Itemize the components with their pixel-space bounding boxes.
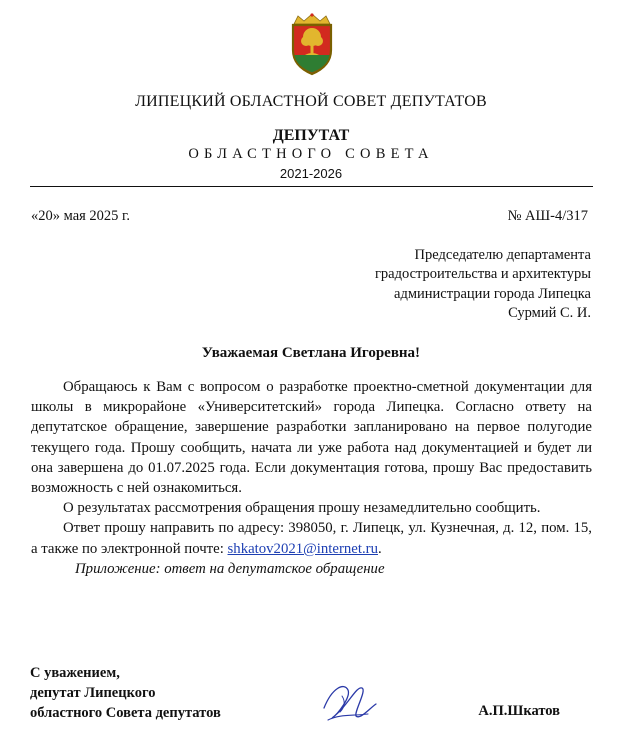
body-paragraph: Обращаюсь к Вам с вопросом о разработке проектно-сметной документации для школы в микрорайоне «Университетский» города Липецка. Согласно ответу на депутатское обращение, завершение разработки запланировано на первое полугодие текущего года. Прошу сообщить, начата ли уже работа над документацией и будет ли она завершена до 01.07.2025 года. Если документация готова, прошу Вас предоставить возможность с ней ознакомиться. (31, 379, 592, 497)
signer-name: А.П.Шкатов (478, 703, 560, 719)
body-paragraph-contacts (31, 518, 592, 558)
closing-line: С уважением, (30, 665, 120, 681)
letter-body (31, 377, 592, 579)
signature-icon (318, 678, 380, 728)
organization-name: ЛИПЕЦКИЙ ОБЛАСТНОЙ СОВЕТ ДЕПУТАТОВ (135, 93, 487, 110)
header-divider (30, 186, 593, 187)
addressee-block (375, 246, 591, 323)
closing-line: депутат Липецкого (30, 684, 156, 701)
closing-line: областного Совета депутатов (30, 704, 221, 721)
letter-date: «20» мая 2025 г. (31, 208, 130, 224)
attachment-note: Приложение: ответ на депутатское обращение (75, 560, 385, 577)
document-title: ДЕПУТАТ (272, 127, 350, 144)
contacts-text: Ответ прошу направить по адресу: 398050, г. Липецк, ул. Кузнечная, д. 12, пом. 15, а также по электронной почте: (31, 520, 592, 557)
addressee-line: Председателю департамента (414, 247, 591, 263)
contacts-end: . (378, 540, 382, 557)
body-paragraph: О результатах рассмотрения обращения прошу незамедлительно сообщить. (63, 500, 541, 517)
document-subtitle: ОБЛАСТНОГО СОВЕТА (188, 146, 434, 162)
email-link[interactable]: shkatov2021@internet.ru (227, 540, 378, 557)
addressee-line: администрации города Липецка (394, 285, 591, 302)
coat-of-arms-icon (286, 12, 338, 76)
term-years: 2021-2026 (279, 166, 343, 181)
addressee-line: градостроительства и архитектуры (374, 266, 591, 283)
letter-number: № АШ-4/317 (507, 208, 588, 224)
salutation: Уважаемая Светлана Игоревна! (201, 345, 421, 361)
addressee-line: Сурмий С. И. (508, 304, 591, 321)
closing-block (30, 664, 221, 723)
